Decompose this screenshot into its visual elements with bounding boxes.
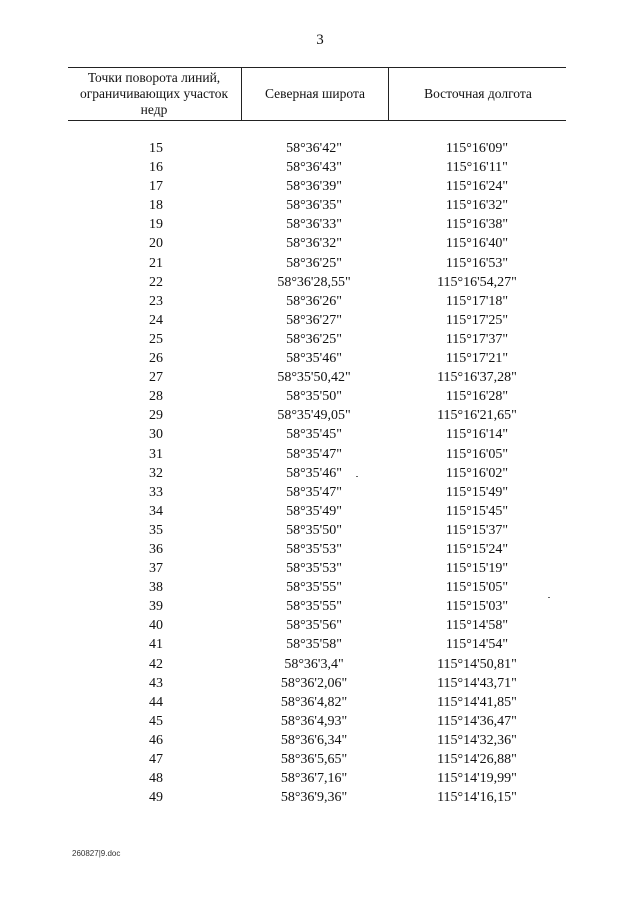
- header-points: Точки поворота линий, ограничивающих участок недр: [79, 70, 229, 117]
- table-row: [68, 731, 566, 750]
- table-row: [68, 502, 566, 521]
- table-row: [68, 540, 566, 559]
- point-number: 30: [149, 427, 163, 443]
- latitude-value: 58°36'39": [286, 179, 342, 195]
- latitude-value: 58°35'55": [286, 599, 342, 615]
- latitude-value: 58°36'5,65": [280, 752, 348, 767]
- point-number: 18: [149, 198, 163, 214]
- table-row: [68, 139, 566, 158]
- longitude-value: 115°16'40": [445, 236, 509, 252]
- longitude-value: 115°16'11": [446, 160, 508, 176]
- coordinates-table: [68, 67, 566, 806]
- longitude-value: 115°17'25": [445, 312, 509, 328]
- latitude-value: 58°35'47": [286, 484, 342, 500]
- latitude-value: 58°35'58": [286, 637, 342, 653]
- longitude-value: 115°16'37,28": [437, 370, 517, 386]
- point-number: 46: [149, 732, 163, 748]
- point-number: 23: [149, 293, 163, 309]
- longitude-value: 115°16'21,65": [437, 408, 517, 424]
- latitude-value: 58°35'47": [286, 446, 342, 462]
- point-number: 49: [149, 790, 163, 806]
- latitude-value: 58°35'49,05": [277, 408, 351, 424]
- longitude-value: 115°14'32,36": [437, 732, 517, 748]
- point-number: 43: [149, 675, 163, 691]
- longitude-value: 115°16'02": [445, 465, 509, 481]
- point-number: 40: [149, 618, 163, 634]
- longitude-value: 115°14'58": [445, 618, 509, 634]
- table-row: [68, 464, 566, 483]
- longitude-value: 115°16'05": [445, 446, 509, 462]
- scan-speck: [548, 597, 550, 598]
- point-number: 24: [149, 312, 163, 328]
- latitude-value: 58°36'35": [286, 198, 342, 214]
- table-row: [68, 406, 566, 425]
- point-number: 33: [149, 484, 163, 500]
- latitude-value: 58°35'49": [286, 503, 342, 519]
- point-number: 45: [149, 713, 163, 729]
- latitude-value: 58°36'9,36": [280, 790, 348, 806]
- table-row: [68, 712, 566, 731]
- longitude-value: 115°15'37": [445, 522, 509, 538]
- latitude-value: 58°35'46": [286, 465, 342, 481]
- table-row: [68, 292, 566, 311]
- longitude-value: 115°14'41,85": [437, 694, 517, 710]
- longitude-value: 115°14'36,47": [437, 713, 517, 729]
- table-header: [68, 67, 566, 121]
- longitude-value: 115°15'49": [445, 484, 509, 500]
- table-row: [68, 254, 566, 273]
- latitude-value: 58°35'50,42": [277, 370, 351, 386]
- longitude-value: 115°15'05": [445, 580, 509, 596]
- point-number: 29: [149, 408, 163, 424]
- point-number: 16: [149, 160, 163, 176]
- latitude-value: 58°36'2,06": [280, 675, 348, 691]
- file-footer: 260827|9.doc: [72, 849, 121, 858]
- latitude-value: 58°36'33": [286, 217, 342, 233]
- latitude-value: 58°36'27": [286, 312, 342, 328]
- table-row: [68, 578, 566, 597]
- table-row: [68, 445, 566, 464]
- point-number: 20: [149, 236, 163, 252]
- latitude-value: 58°35'50": [286, 522, 342, 538]
- table-body: [68, 139, 566, 807]
- latitude-value: 58°35'56": [286, 618, 342, 634]
- point-number: 22: [149, 274, 163, 290]
- scan-speck: [356, 476, 358, 477]
- point-number: 27: [149, 370, 163, 386]
- longitude-value: 115°16'24": [445, 179, 509, 195]
- point-number: 36: [149, 541, 163, 557]
- longitude-value: 115°16'09": [445, 141, 509, 156]
- point-number: 44: [149, 694, 163, 710]
- longitude-value: 115°14'50,81": [437, 656, 517, 672]
- longitude-value: 115°14'26,88": [437, 752, 517, 767]
- latitude-value: 58°36'28,55": [277, 274, 351, 290]
- table-row: [68, 693, 566, 712]
- point-number: 35: [149, 522, 163, 538]
- point-number: 48: [149, 771, 163, 787]
- longitude-value: 115°16'53": [445, 255, 509, 271]
- latitude-value: 58°35'55": [286, 580, 342, 596]
- longitude-value: 115°15'24": [445, 541, 509, 557]
- point-number: 15: [149, 141, 163, 156]
- latitude-value: 58°36'42": [286, 141, 342, 156]
- table-row: [68, 330, 566, 349]
- point-number: 32: [149, 465, 163, 481]
- table-row: [68, 559, 566, 578]
- longitude-value: 115°17'18": [445, 293, 509, 309]
- table-row: [68, 349, 566, 368]
- latitude-value: 58°36'26": [286, 293, 342, 309]
- latitude-value: 58°35'53": [286, 561, 342, 577]
- table-row: [68, 234, 566, 253]
- longitude-value: 115°17'21": [445, 351, 509, 367]
- point-number: 39: [149, 599, 163, 615]
- table-row: [68, 177, 566, 196]
- latitude-value: 58°35'45": [286, 427, 342, 443]
- point-number: 38: [149, 580, 163, 596]
- point-number: 26: [149, 351, 163, 367]
- longitude-value: 115°14'43,71": [437, 675, 517, 691]
- latitude-value: 58°36'6,34": [280, 732, 348, 748]
- table-row: [68, 273, 566, 292]
- latitude-value: 58°35'50": [286, 389, 342, 405]
- table-row: [68, 597, 566, 616]
- longitude-value: 115°16'38": [445, 217, 509, 233]
- longitude-value: 115°16'54,27": [437, 274, 517, 290]
- page-number: 3: [316, 32, 324, 48]
- table-row: [68, 158, 566, 177]
- table-row: [68, 521, 566, 540]
- table-row: [68, 483, 566, 502]
- point-number: 25: [149, 331, 163, 347]
- latitude-value: 58°36'7,16": [280, 771, 348, 787]
- table-row: [68, 750, 566, 769]
- longitude-value: 115°16'28": [445, 389, 509, 405]
- header-longitude: Восточная долгота: [388, 68, 567, 120]
- table-row: [68, 215, 566, 234]
- latitude-value: 58°36'43": [286, 160, 342, 176]
- longitude-value: 115°17'37": [445, 331, 509, 347]
- table-row: [68, 616, 566, 635]
- point-number: 42: [149, 656, 163, 672]
- table-row: [68, 769, 566, 788]
- table-row: [68, 674, 566, 693]
- table-row: [68, 311, 566, 330]
- point-number: 47: [149, 752, 163, 767]
- longitude-value: 115°14'54": [445, 637, 509, 653]
- longitude-value: 115°16'32": [445, 198, 509, 214]
- latitude-value: 58°35'53": [286, 541, 342, 557]
- table-row: [68, 655, 566, 674]
- point-number: 28: [149, 389, 163, 405]
- header-latitude: Северная широта: [241, 68, 388, 120]
- point-number: 21: [149, 255, 163, 271]
- longitude-value: 115°14'19,99": [437, 771, 517, 787]
- table-row: [68, 368, 566, 387]
- latitude-value: 58°36'25": [286, 255, 342, 271]
- table-row: [68, 425, 566, 444]
- table-row: [68, 387, 566, 406]
- point-number: 37: [149, 561, 163, 577]
- table-row: [68, 196, 566, 215]
- latitude-value: 58°36'4,82": [280, 694, 348, 710]
- table-row: [68, 788, 566, 807]
- point-number: 17: [149, 179, 163, 195]
- longitude-value: 115°14'16,15": [437, 790, 517, 806]
- latitude-value: 58°36'25": [286, 331, 342, 347]
- longitude-value: 115°15'03": [445, 599, 509, 615]
- longitude-value: 115°15'19": [445, 561, 509, 577]
- latitude-value: 58°36'32": [286, 236, 342, 252]
- point-number: 31: [149, 446, 163, 462]
- longitude-value: 115°15'45": [445, 503, 509, 519]
- point-number: 34: [149, 503, 163, 519]
- longitude-value: 115°16'14": [445, 427, 509, 443]
- point-number: 41: [149, 637, 163, 653]
- latitude-value: 58°36'3,4": [284, 656, 344, 672]
- table-row: [68, 635, 566, 654]
- point-number: 19: [149, 217, 163, 233]
- latitude-value: 58°36'4,93": [280, 713, 348, 729]
- latitude-value: 58°35'46": [286, 351, 342, 367]
